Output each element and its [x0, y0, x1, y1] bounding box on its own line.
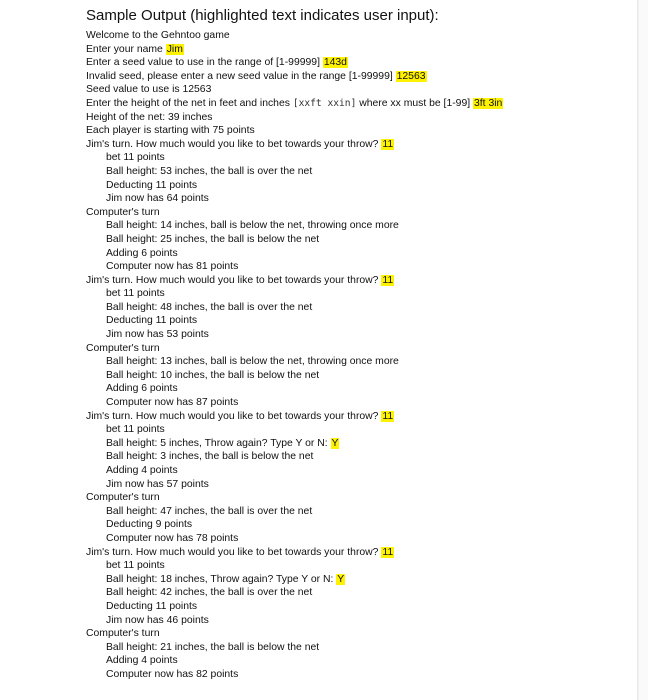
output-line	[86, 614, 636, 628]
page-margin	[639, 0, 648, 700]
user-input-highlight: 3ft 3in	[474, 97, 503, 109]
output-line	[86, 654, 636, 668]
output-text: Adding 6 points	[106, 383, 178, 395]
output-text: Each player is starting with 75 points	[86, 125, 255, 137]
output-text: Enter the height of the net in feet and inches	[86, 97, 293, 109]
output-text: Ball height: 48 inches, the ball is over the net	[106, 301, 313, 313]
output-line	[86, 450, 636, 464]
output-line	[86, 97, 636, 111]
output-line	[86, 274, 636, 288]
user-input-highlight: Y	[331, 437, 339, 449]
user-input-highlight: Jim	[166, 43, 183, 55]
output-text: Deducting 11 points	[106, 315, 198, 327]
output-line	[86, 478, 636, 492]
output-line	[86, 668, 636, 682]
output-text: Ball height: 21 inches, the ball is below the net	[106, 641, 320, 653]
output-text: Computer now has 82 points	[106, 668, 239, 680]
user-input-highlight: 11	[382, 138, 394, 150]
user-input-highlight: 12563	[396, 70, 426, 82]
output-text: Ball height: 42 inches, the ball is over the net	[106, 587, 313, 599]
output-line	[86, 505, 636, 519]
output-text: Enter your name	[86, 43, 166, 55]
output-line	[86, 328, 636, 342]
output-line	[86, 342, 636, 356]
output-line	[86, 138, 636, 152]
output-text: bet 11 points	[106, 152, 165, 164]
output-line	[86, 70, 636, 84]
output-line	[86, 423, 636, 437]
output-text: Jim's turn. How much would you like to bet towards your throw?	[86, 410, 382, 422]
output-line	[86, 369, 636, 383]
output-line	[86, 124, 636, 138]
output-line	[86, 206, 636, 220]
output-text: Welcome to the Gehntoo game	[86, 30, 230, 41]
output-text: Adding 6 points	[106, 247, 178, 259]
output-line	[86, 233, 636, 247]
output-line	[86, 641, 636, 655]
output-text: Seed value to use is 12563	[86, 84, 212, 96]
output-line	[86, 355, 636, 369]
user-input-highlight: 11	[382, 546, 394, 558]
output-text: Jim now has 57 points	[106, 478, 209, 490]
output-text: Adding 4 points	[106, 465, 178, 476]
user-input-highlight: 11	[382, 274, 394, 286]
output-line	[86, 165, 636, 179]
output-text: Computer's turn	[86, 342, 160, 354]
output-text: bet 11 points	[106, 288, 165, 300]
output-line	[86, 260, 636, 274]
output-line	[86, 396, 636, 410]
output-line	[86, 151, 636, 165]
output-text: bet 11 points	[106, 560, 165, 572]
output-line	[86, 437, 636, 451]
user-input-highlight: 143d	[323, 57, 347, 69]
output-line	[86, 532, 636, 546]
output-line	[86, 111, 636, 125]
output-line	[86, 56, 636, 70]
user-input-highlight: 11	[382, 410, 394, 422]
output-text: Ball height: 13 inches, ball is below the net, throwing once more	[106, 356, 399, 368]
output-text: Ball height: 5 inches, Throw again? Type Y or N:	[106, 437, 331, 449]
output-text: Computer now has 78 points	[106, 532, 239, 544]
output-text: Adding 4 points	[106, 655, 178, 667]
output-text: Jim's turn. How much would you like to bet towards your throw?	[86, 138, 382, 150]
output-line	[86, 179, 636, 193]
output-text: Computer's turn	[86, 206, 160, 218]
output-text: Ball height: 10 inches, the ball is below the net	[106, 369, 320, 381]
output-text: Height of the net: 39 inches	[86, 111, 213, 123]
output-text: Computer's turn	[86, 628, 160, 640]
output-line	[86, 573, 636, 587]
format-hint: [xxft xxin]	[292, 97, 357, 109]
output-text: Deducting 11 points	[106, 600, 198, 612]
output-line	[86, 29, 636, 43]
output-text: Jim's turn. How much would you like to bet towards your throw?	[86, 274, 382, 286]
output-text: Jim's turn. How much would you like to bet towards your throw?	[86, 546, 382, 558]
output-line	[86, 600, 636, 614]
output-text: Jim now has 53 points	[106, 329, 209, 341]
output-text: Computer now has 87 points	[106, 397, 239, 409]
user-input-highlight: Y	[337, 573, 345, 585]
output-text: bet 11 points	[106, 424, 165, 436]
output-line	[86, 83, 636, 97]
output-line	[86, 43, 636, 57]
output-line	[86, 247, 636, 261]
output-line	[86, 518, 636, 532]
output-text: Jim now has 46 points	[106, 614, 209, 626]
output-text: where xx must be [1-99]	[356, 97, 474, 109]
output-line	[86, 559, 636, 573]
output-text: Jim now has 64 points	[106, 193, 209, 205]
output-text: Ball height: 47 inches, the ball is over the net	[106, 505, 313, 517]
output-line	[86, 627, 636, 641]
output-line	[86, 287, 636, 301]
output-line	[86, 219, 636, 233]
output-text: Ball height: 3 inches, the ball is below the net	[106, 451, 314, 463]
output-text: Enter a seed value to use in the range of [1-99999]	[86, 57, 323, 69]
output-text: Ball height: 14 inches, ball is below the net, throwing once more	[106, 220, 399, 232]
output-text: Deducting 11 points	[106, 179, 198, 191]
output-line	[86, 301, 636, 315]
output-line	[86, 382, 636, 396]
page-title: Sample Output (highlighted text indicates user input):	[86, 7, 439, 24]
output-text: Deducting 9 points	[106, 519, 193, 531]
output-line	[86, 314, 636, 328]
output-text: Ball height: 18 inches, Throw again? Type Y or N:	[106, 573, 337, 585]
output-text: Ball height: 25 inches, the ball is below the net	[106, 233, 320, 245]
output-line	[86, 491, 636, 505]
output-line	[86, 586, 636, 600]
sample-output-block	[86, 29, 636, 682]
output-text: Invalid seed, please enter a new seed value in the range [1-99999]	[86, 70, 396, 82]
output-text: Ball height: 53 inches, the ball is over the net	[106, 165, 313, 177]
output-line	[86, 410, 636, 424]
output-text: Computer's turn	[86, 492, 160, 504]
output-text: Computer now has 81 points	[106, 261, 239, 273]
output-line	[86, 192, 636, 206]
output-line	[86, 546, 636, 560]
output-line	[86, 464, 636, 478]
